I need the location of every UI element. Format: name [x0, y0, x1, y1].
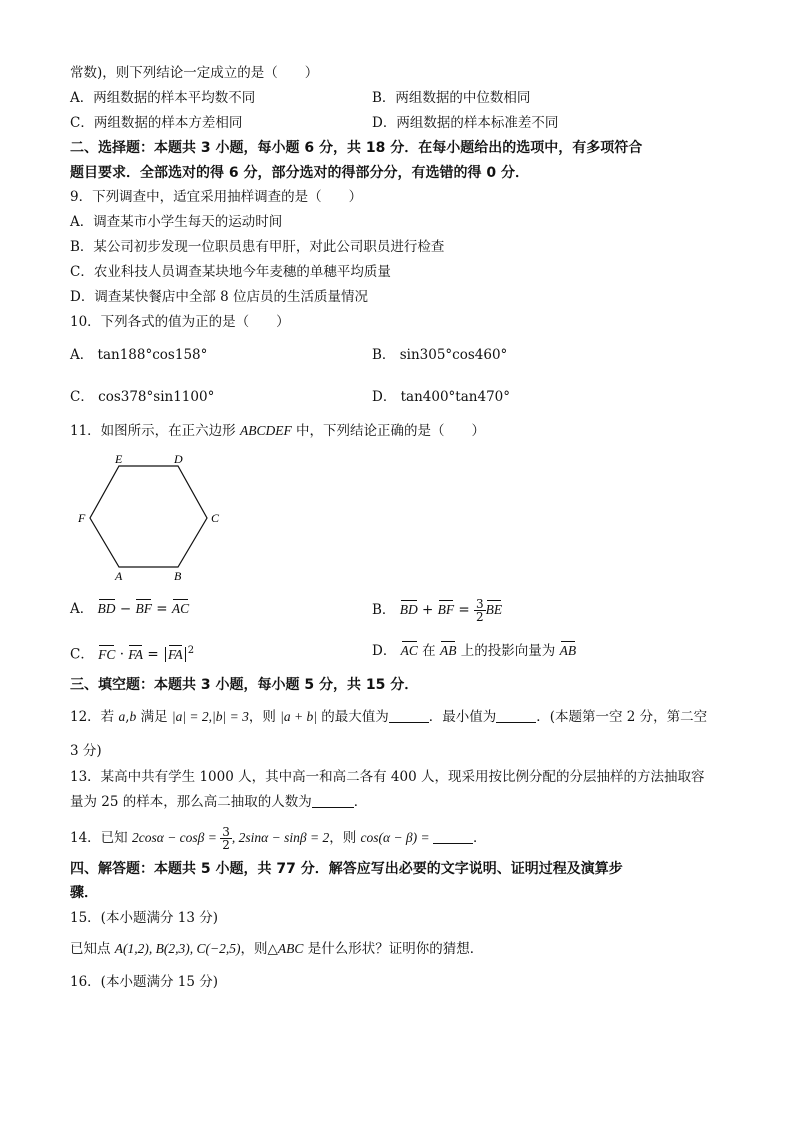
q11-stem-post: 中，下列结论正确的是（ ） [291, 423, 486, 439]
q10-option-d [372, 388, 510, 406]
q15-text-mid: ，则 [240, 941, 268, 957]
vertex-label-c: C [211, 511, 220, 525]
section4-heading: 四、解答题：本题共 5 小题，共 77 分．解答应写出必要的文字说明、证明过程及演算步 [70, 861, 623, 877]
q12-text-2: 满足 [136, 709, 172, 725]
vector-bf: BF [135, 601, 152, 616]
q9-option-d: D．调查某快餐店中全部 8 位店员的生活质量情况 [70, 289, 368, 305]
q14-end: ． [473, 830, 487, 846]
q11-option-a [70, 600, 189, 618]
q8-option-b: B．两组数据的中位数相同 [372, 90, 531, 106]
q11-option-a-label: A． [70, 601, 94, 617]
vertex-label-f: F [78, 511, 86, 525]
q13-text: 量为 25 的样本，那么高二抽取的人数为 [70, 794, 312, 810]
q11-option-b [372, 598, 502, 623]
exponent-two: 2 [187, 645, 195, 656]
q12-text-3: ，则 [248, 709, 281, 725]
q10-option-c-label: C． [70, 389, 94, 405]
q14-target: cos(α − β) = [360, 830, 434, 845]
text-on: 在 [417, 643, 440, 659]
q9-option-a: A．调查某市小学生每天的运动时间 [70, 214, 283, 230]
q13-end: ． [353, 794, 368, 810]
q15-triangle: △ABC [267, 941, 304, 956]
q14-text-mid: ，则 [329, 830, 361, 846]
q9-option-b: B．某公司初步发现一位职员患有甲肝，对此公司职员进行检查 [70, 239, 445, 255]
q11-option-d [372, 642, 576, 660]
q10-option-a-expr: tan188°cos158° [97, 347, 208, 363]
abs-right-bar [185, 647, 186, 662]
q8-tail: 常数)，则下列结论一定成立的是（ ） [70, 65, 319, 81]
op-equals: = [143, 646, 163, 663]
q10-option-b-label: B． [372, 347, 396, 363]
q10-option-b-expr: sin305°cos460° [399, 347, 508, 363]
q11-option-c [70, 642, 194, 664]
q12-line1 [70, 708, 707, 726]
q13-blank[interactable] [312, 793, 354, 808]
fraction-three-halves [474, 598, 486, 623]
op-plus: + [417, 602, 438, 618]
q11-stem-math: ABCDEF [239, 423, 292, 438]
q12-expression: |a + b| [280, 709, 317, 724]
q8-option-a: A．两组数据的样本平均数不同 [70, 90, 256, 106]
fraction-denominator: 2 [476, 610, 484, 624]
q14-blank[interactable] [433, 829, 473, 844]
q12-condition: |a| = 2,|b| = 3 [171, 709, 249, 724]
vector-bf: BF [437, 602, 455, 617]
vector-be: BE [485, 602, 503, 617]
q14-fraction-numerator: 3 [222, 825, 230, 839]
vector-ac: AC [171, 601, 190, 616]
text-projection: 上的投影向量为 [456, 643, 560, 659]
q8-option-c: C．两组数据的样本方差相同 [70, 115, 243, 131]
q11-option-c-label: C． [70, 646, 94, 663]
q15-text-post: 是什么形状？证明你的猜想． [303, 941, 484, 957]
q10-stem: 10．下列各式的值为正的是（ ） [70, 314, 290, 330]
q15-text-pre: 已知点 [70, 941, 115, 957]
vertex-label-e: E [115, 452, 123, 466]
q12-comma: , [125, 709, 130, 725]
q14-fraction-denominator: 2 [222, 838, 230, 852]
q12-text-1: 12．若 [70, 709, 119, 725]
q10-option-d-label: D． [372, 389, 397, 405]
vector-ac: AC [400, 643, 418, 658]
var-b: b [129, 709, 137, 724]
q14-text-pre: 14．已知 [70, 830, 132, 846]
q11-option-d-label: D． [372, 643, 397, 659]
section2-heading-cont: 题目要求．全部选对的得 6 分，部分选对的得部分分，有选错的得 0 分． [70, 165, 529, 181]
q10-option-d-expr: tan400°tan470° [400, 389, 510, 405]
q13-line1: 13．某高中共有学生 1000 人，其中高一和高二各有 400 人，现采用按比例分配的分层抽样的方法抽取容 [70, 769, 705, 785]
q10-option-b [372, 346, 507, 364]
section2-heading: 二、选择题：本题共 3 小题，每小题 6 分，共 18 分．在每小题给出的选项中，有多项符合 [70, 140, 643, 156]
q11-option-b-label: B． [372, 602, 396, 618]
op-equals: = [151, 601, 172, 617]
q12-text-5: ．最小值为 [428, 709, 497, 725]
var-a: a [118, 709, 126, 724]
vector-bd: BD [399, 602, 418, 617]
vertex-label-a: A [115, 569, 123, 583]
op-minus: − [115, 601, 136, 617]
q15-body [70, 940, 483, 958]
hexagon-shape [90, 466, 207, 567]
q14-fraction [220, 826, 232, 851]
q9-stem: 9．下列调查中，适宜采用抽样调查的是（ ） [70, 189, 363, 205]
op-equals: = [454, 602, 475, 618]
section3-heading: 三、填空题：本题共 3 小题，每小题 5 分，共 15 分． [70, 677, 419, 693]
q9-option-c: C．农业科技人员调查某块地今年麦穗的单穗平均质量 [70, 264, 391, 280]
q14-eq1: 2cosα − cosβ = [131, 830, 221, 845]
q12-blank-2[interactable] [496, 708, 536, 723]
q12-text-4: 的最大值为 [316, 709, 389, 725]
q10-option-a-label: A． [70, 347, 94, 363]
vector-fc: FC [98, 646, 116, 662]
q13-line2 [70, 793, 367, 811]
q15-heading: 15．(本小题满分 13 分) [70, 910, 218, 926]
vector-ab-result: AB [559, 643, 577, 658]
fraction-numerator: 3 [476, 597, 484, 611]
vector-fa: FA [128, 646, 144, 662]
vertex-label-b: B [174, 569, 182, 583]
q16-heading: 16．(本小题满分 15 分) [70, 974, 218, 990]
q10-option-c [70, 388, 214, 406]
q12-text-6: ．(本题第一空 2 分，第二空 [536, 709, 708, 725]
vector-bd: BD [97, 601, 116, 616]
section4-heading-cont: 骤． [70, 885, 98, 901]
abs-left-bar [165, 647, 166, 662]
vector-ab: AB [439, 643, 457, 658]
vector-fa-abs: FA [167, 646, 183, 662]
q15-points: A(1,2), B(2,3), C(−2,5) [114, 941, 241, 956]
q11-stem-pre: 11．如图所示，在正六边形 [70, 423, 240, 439]
op-dot: · [115, 646, 129, 663]
q12-blank-1[interactable] [389, 708, 429, 723]
hexagon-figure [72, 448, 232, 588]
q11-stem [70, 422, 485, 440]
q10-option-c-expr: cos378°sin1100° [98, 389, 215, 405]
q8-option-d: D．两组数据的样本标准差不同 [372, 115, 559, 131]
q14-line [70, 826, 487, 851]
q14-eq2: , 2sinα − sinβ = 2 [231, 830, 330, 845]
q10-option-a [70, 346, 207, 364]
q12-line2: 3 分) [70, 743, 102, 759]
vertex-label-d: D [174, 452, 183, 466]
